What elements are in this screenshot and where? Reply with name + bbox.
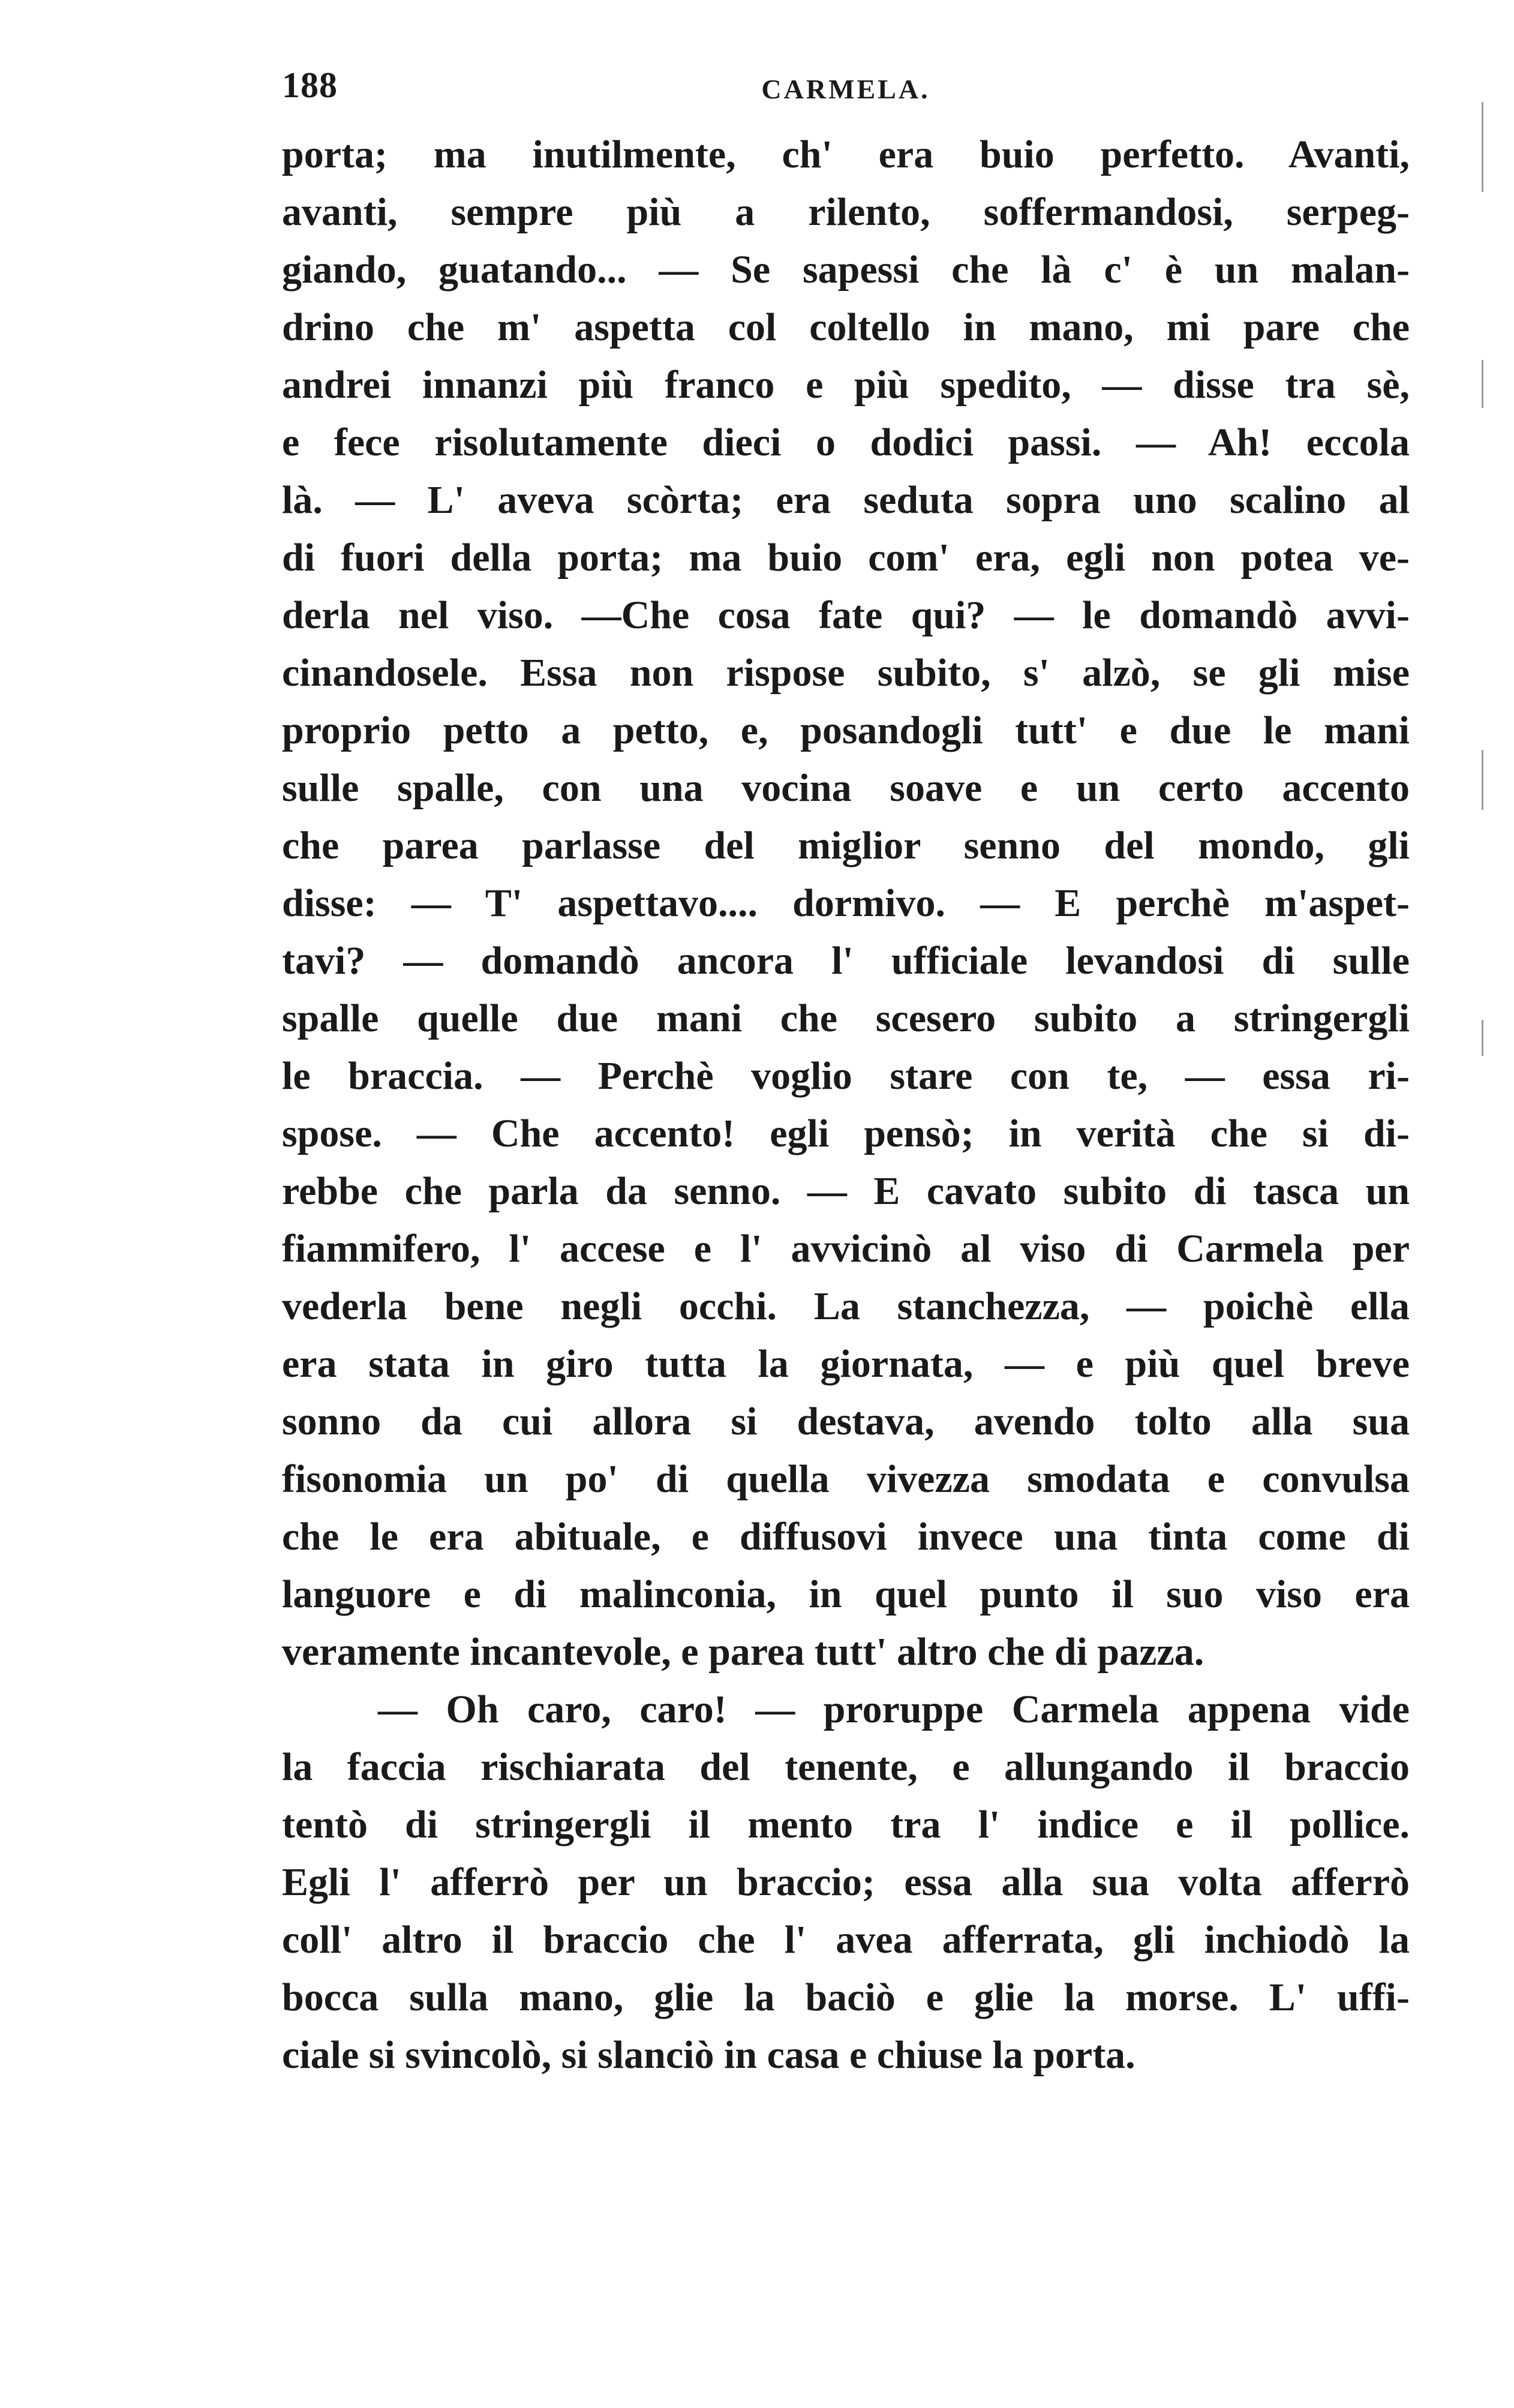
scan-margin-mark: [1482, 1020, 1483, 1056]
text-line: vederla bene negli occhi. La stanchezza, — poichè ella: [282, 1284, 1410, 1328]
text-line: le braccia. — Perchè voglio stare con te, — essa ri-: [282, 1054, 1410, 1098]
text-line: rebbe che parla da senno. — E cavato subito di tasca un: [282, 1169, 1410, 1213]
scan-margin-mark: [1482, 750, 1483, 810]
text-line-paragraph-end: veramente incantevole, e parea tutt' altro che di pazza.: [282, 1630, 1204, 1674]
text-line: spalle quelle due mani che scesero subito a stringergli: [282, 996, 1410, 1040]
text-line: era stata in giro tutta la giornata, — e più quel breve: [282, 1342, 1410, 1386]
text-line: cinandosele. Essa non rispose subito, s' alzò, se gli mise: [282, 651, 1410, 695]
page-number: 188: [282, 65, 338, 105]
page-header: [282, 65, 1410, 113]
running-title: CARMELA.: [761, 74, 930, 104]
text-line: là. — L' aveva scòrta; era seduta sopra uno scalino al: [282, 478, 1410, 522]
text-line: proprio petto a petto, e, posandogli tutt' e due le mani: [282, 708, 1410, 752]
text-line: tentò di stringergli il mento tra l' indice e il pollice.: [282, 1803, 1410, 1846]
text-line: languore e di malinconia, in quel punto il suo viso era: [282, 1572, 1410, 1616]
scan-margin-mark: [1482, 360, 1483, 408]
text-line: derla nel viso. —Che cosa fate qui? — le domandò avvi-: [282, 593, 1410, 637]
text-line: fiammifero, l' accese e l' avvicinò al viso di Carmela per: [282, 1227, 1410, 1271]
text-line: andrei innanzi più franco e più spedito, — disse tra sè,: [282, 363, 1410, 407]
text-line-paragraph-start: — Oh caro, caro! — proruppe Carmela appena vide: [378, 1688, 1410, 1731]
text-line: disse: — T' aspettavo.... dormivo. — E perchè m'aspet-: [282, 881, 1410, 925]
text-line-paragraph-end: ciale si svincolò, si slanciò in casa e chiuse la porta.: [282, 2033, 1136, 2077]
text-line: coll' altro il braccio che l' avea afferrata, gli inchiodò la: [282, 1918, 1410, 1962]
text-line: drino che m' aspetta col coltello in mano, mi pare che: [282, 305, 1410, 349]
text-line: spose. — Che accento! egli pensò; in verità che si di-: [282, 1112, 1410, 1155]
scan-margin-mark: [1482, 102, 1483, 192]
text-line: tavi? — domandò ancora l' ufficiale levandosi di sulle: [282, 939, 1410, 983]
text-line: sonno da cui allora si destava, avendo tolto alla sua: [282, 1400, 1410, 1443]
text-line: porta; ma inutilmente, ch' era buio perfetto. Avanti,: [282, 133, 1410, 176]
text-line: la faccia rischiarata del tenente, e allungando il braccio: [282, 1745, 1410, 1789]
text-line: che le era abituale, e diffusovi invece una tinta come di: [282, 1515, 1410, 1559]
text-line: giando, guatando... — Se sapessi che là c' è un malan-: [282, 248, 1410, 292]
text-line: avanti, sempre più a rilento, soffermandosi, serpeg-: [282, 190, 1410, 234]
text-line: bocca sulla mano, glie la baciò e glie la morse. L' uffi-: [282, 1975, 1410, 2019]
text-line: sulle spalle, con una vocina soave e un certo accento: [282, 766, 1410, 810]
body-text: [282, 126, 1410, 2084]
text-line: fisonomia un po' di quella vivezza smodata e convulsa: [282, 1457, 1410, 1501]
text-line: e fece risolutamente dieci o dodici passi. — Ah! eccola: [282, 421, 1410, 464]
text-line: che parea parlasse del miglior senno del mondo, gli: [282, 824, 1410, 867]
text-line: di fuori della porta; ma buio com' era, egli non potea ve-: [282, 536, 1410, 580]
text-line: Egli l' afferrò per un braccio; essa alla sua volta afferrò: [282, 1860, 1410, 1904]
